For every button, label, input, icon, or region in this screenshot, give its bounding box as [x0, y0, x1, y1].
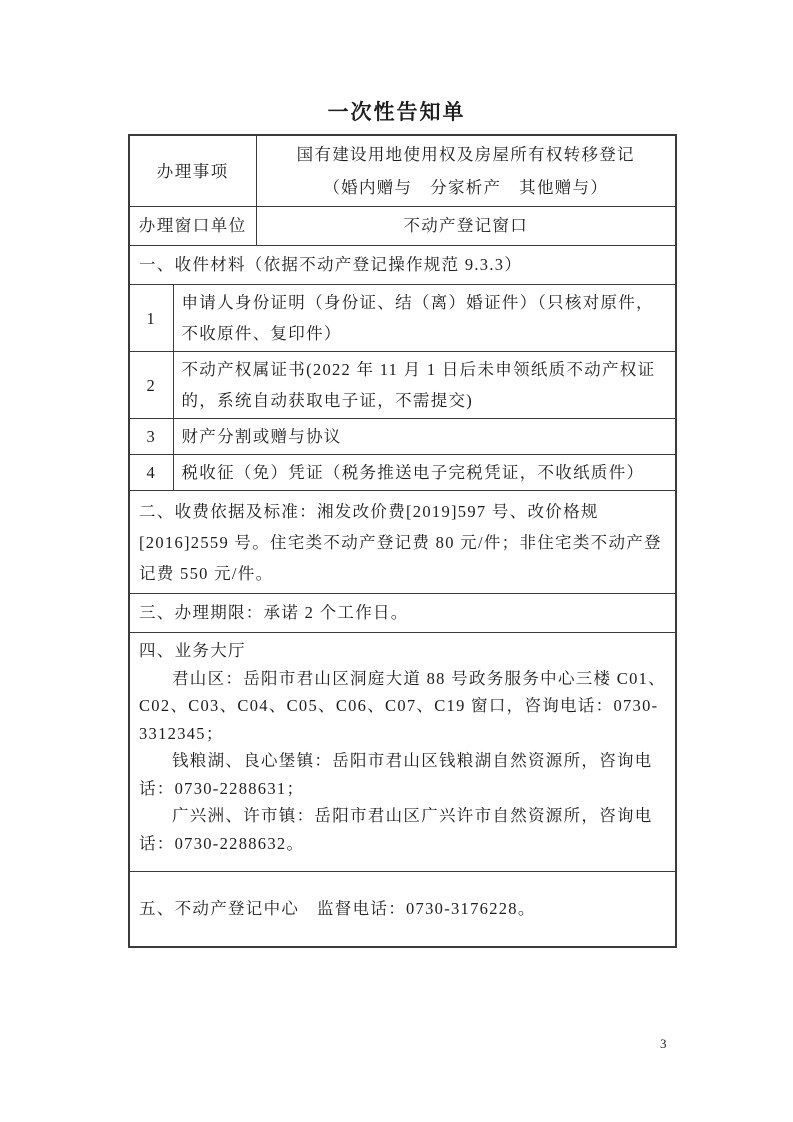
section-one-header-row [129, 246, 676, 285]
section-four-header: 四、业务大厅 [139, 641, 246, 660]
section-four-paragraph-junshan: 君山区：岳阳市君山区洞庭大道 88 号政务服务中心三楼 C01、C02、C03、C04、C05、C06、C07、C19 窗口，咨询电话：0730-3312345； [139, 668, 666, 743]
table-row-material-2 [129, 352, 676, 419]
material-1-text: 申请人身份证明（身份证、结（离）婚证件）（只核对原件，不收原件、复印件） [173, 285, 676, 352]
section-four-body [139, 637, 666, 857]
section-five-row [129, 872, 676, 948]
window-label: 办理窗口单位 [129, 207, 256, 246]
item-value-line1: 国有建设用地使用权及房屋所有权转移登记 [296, 145, 635, 164]
table-row-window [129, 207, 676, 246]
section-two-text: 二、收费依据及标准：湘发改价费[2019]597 号、改价格规[2016]2559 号。住宅类不动产登记费 80 元/件；非住宅类不动产登记费 550 元/件。 [129, 491, 676, 594]
material-3-text: 财产分割或赠与协议 [173, 419, 676, 455]
material-2-number: 2 [129, 352, 173, 419]
section-four-paragraph-guangxingzhou: 广兴洲、许市镇：岳阳市君山区广兴许市自然资源所，咨询电话：0730-2288632。 [139, 806, 653, 853]
section-one-header: 一、收件材料（依据不动产登记操作规范 9.3.3） [129, 246, 676, 285]
table-row-material-3 [129, 419, 676, 455]
page-title: 一次性告知单 [327, 100, 466, 124]
section-four-row [129, 633, 676, 872]
notice-table [128, 134, 677, 948]
table-row-material-1 [129, 285, 676, 352]
section-three-row [129, 594, 676, 633]
item-value [256, 135, 676, 207]
material-3-number: 3 [129, 419, 173, 455]
material-1-number: 1 [129, 285, 173, 352]
section-two-row [129, 491, 676, 594]
table-row-item [129, 135, 676, 207]
material-2-text: 不动产权属证书(2022 年 11 月 1 日后未申领纸质不动产权证的，系统自动获取电子证，不需提交) [173, 352, 676, 419]
item-value-line2: （婚内赠与 分家析产 其他赠与） [323, 178, 609, 197]
material-4-number: 4 [129, 455, 173, 491]
section-three-text: 三、办理期限：承诺 2 个工作日。 [129, 594, 676, 633]
section-five-text: 五、不动产登记中心 监督电话：0730-3176228。 [129, 872, 676, 948]
page-number: 3 [660, 1036, 667, 1051]
material-4-text: 税收征（免）凭证（税务推送电子完税凭证，不收纸质件） [173, 455, 676, 491]
item-label: 办理事项 [129, 135, 256, 207]
table-row-material-4 [129, 455, 676, 491]
section-four-paragraph-qianlianghu: 钱粮湖、良心堡镇：岳阳市君山区钱粮湖自然资源所，咨询电话：0730-2288631； [139, 751, 653, 798]
window-value: 不动产登记窗口 [256, 207, 676, 246]
